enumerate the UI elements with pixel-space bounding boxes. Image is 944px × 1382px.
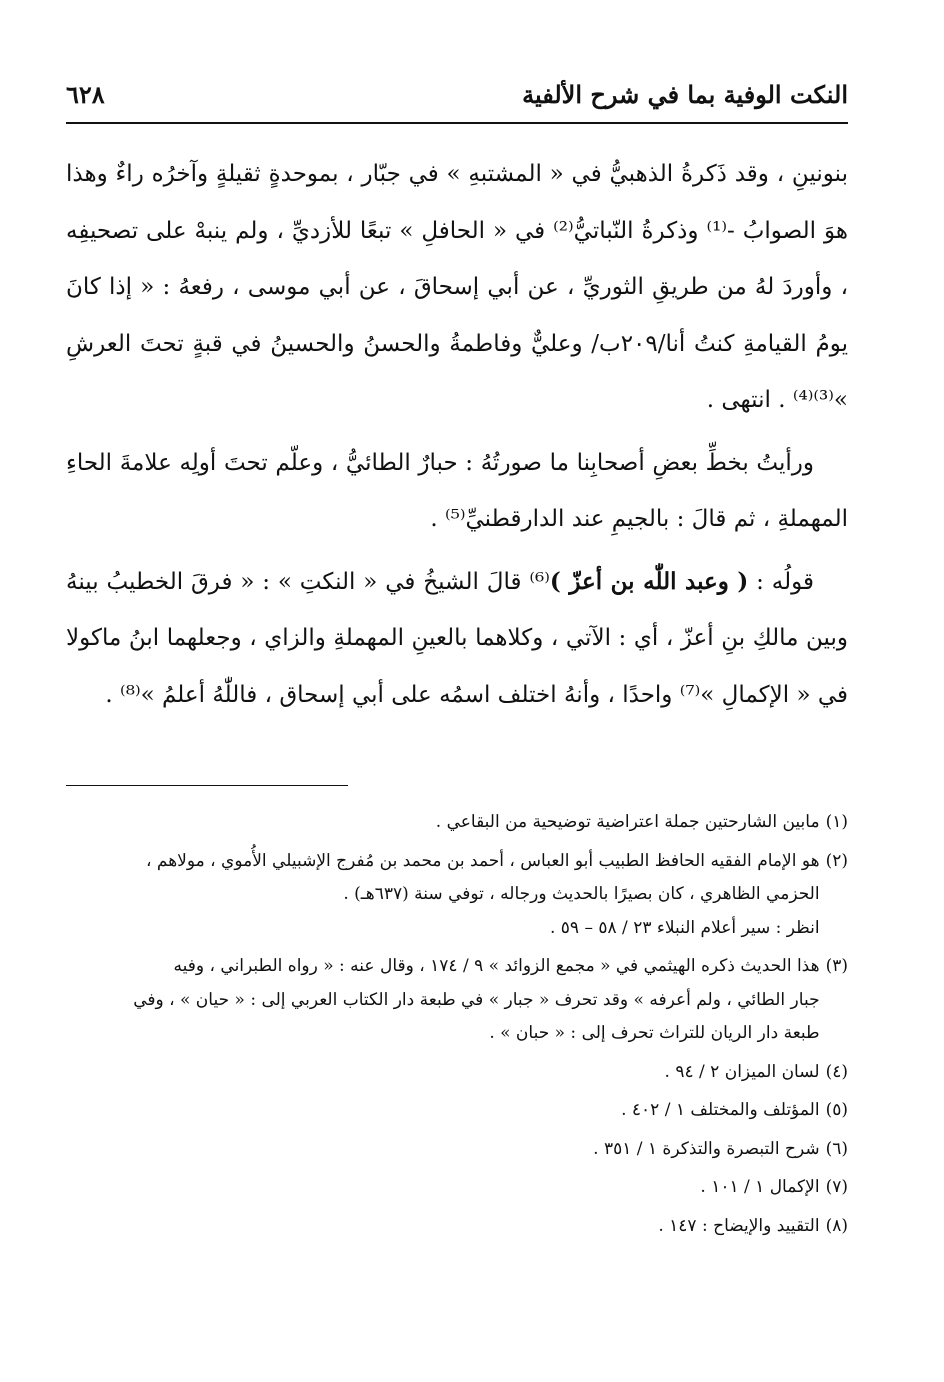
footnote-text: المؤتلف والمختلف ١ / ٤٠٢ .	[621, 1100, 820, 1120]
footnote-number: (٦)	[825, 1138, 848, 1159]
footnote-number: (١)	[825, 812, 848, 832]
paragraph-2: ورأيتُ بخطِّ بعضِ أصحابِنا ما صورتُهُ : حبارٌ الطائيُّ ، وعلّم تحتَ أولِه علامةَ الحاءِ المهملةِ ، ثم قالَ : بالجيمِ عند الدارقطنيِّ⁽⁵⁾ .	[66, 449, 848, 532]
footnote-text: انظر : سير أعلام النبلاء ٢٣ / ٥٨ – ٥٩ .	[549, 917, 820, 938]
footnote-number: (٢)	[825, 850, 848, 871]
main-text	[66, 146, 848, 729]
footnote-number: (٧)	[825, 1177, 848, 1197]
footnote-text: الحزمي الظاهري ، كان بصيرًا بالحديث ورجاله ، توفي سنة (٦٣٧هـ) .	[343, 884, 820, 904]
footnote-number: (٣)	[825, 956, 848, 976]
footnote-text: شرح التبصرة والتذكرة ١ / ٣٥١ .	[593, 1138, 820, 1159]
footnote-number: (٤)	[825, 1061, 848, 1082]
footnote-text: التقييد والإيضاح : ١٤٧ .	[658, 1215, 820, 1236]
footnote	[66, 1210, 848, 1244]
entry-heading: ( وعبد اللّٰه بن أعزّ )	[549, 567, 749, 595]
footnote-text: هو الإمام الفقيه الحافظ الطبيب أبو العباس ، أحمد بن محمد بن مُفرج الإشبيلي الأُموي ، مولاهم ،	[145, 850, 820, 871]
footnote	[66, 845, 848, 946]
book-title: النكت الوفية بما في شرح الألفية	[522, 79, 848, 109]
footnote	[66, 1171, 848, 1205]
footnote-separator	[66, 785, 348, 786]
footnote-text: جبار الطائي ، ولم أعرفه » وقد تحرف « جبار » في طبعة دار الكتاب العربي إلى : « حيان » ، وفي	[133, 989, 820, 1010]
footnote-number: (٨)	[825, 1215, 848, 1236]
page-header	[66, 72, 848, 116]
footnote-text: هذا الحديث ذكره الهيثمي في « مجمع الزوائد » ٩ / ١٧٤ ، وقال عنه : « رواه الطبراني ، وفيه	[173, 956, 820, 976]
paragraph-3	[66, 554, 848, 724]
page-number: ٦٢٨	[66, 79, 105, 109]
footnote	[66, 1133, 848, 1167]
footnote-text: لسان الميزان ٢ / ٩٤ .	[664, 1061, 820, 1082]
paragraph-3-prefix: قولُه :	[748, 568, 814, 595]
footnote-text: مابين الشارحتين جملة اعتراضية توضيحية من البقاعي .	[435, 812, 820, 832]
footnote	[66, 806, 848, 840]
footnote-text: الإكمال ١ / ١٠١ .	[700, 1177, 820, 1197]
footnote-number: (٥)	[825, 1100, 848, 1120]
header-rule	[66, 122, 848, 124]
footnote-text: طبعة دار الريان للتراث تحرف إلى : « حبان » .	[489, 1023, 820, 1043]
paragraph-3-text: ⁽⁶⁾ قالَ الشيخُ في « النكتِ » : « فرقَ الخطيبُ بينهُ وبين مالكِ بنِ أعزّ ، أي : الآتي ، وكلاهما بالعينِ المهملةِ والزاي ، وجعلهما ابنُ ماكولا في « الإكمالِ »⁽⁷⁾ واحدًا ، وأنهُ اختلف اسمُه على أبي إسحاق ، فاللّٰهُ أعلمُ »⁽⁸⁾ .	[66, 568, 848, 708]
page	[66, 0, 848, 1382]
paragraph-1: بنونينِ ، وقد ذَكرةُ الذهبيُّ في « المشتبهِ » في جبّار ، بموحدةٍ ثقيلةٍ وآخرُه راءٌ وهذا هوَ الصوابُ -⁽¹⁾ وذكرةُ النّباتيُّ⁽²⁾ في « الحافلِ » تبعًا للأزديِّ ، ولم ينبهْ على تصحيفِه ، وأوردَ لهُ من طريقِ الثوريِّ ، عن أبي إسحاقَ ، عن أبي موسى ، رفعهُ : « إذا كانَ يومُ القيامةِ كنتُ أنا/٢٠٩ب/ وعليٌّ وفاطمةُ والحسنُ والحسينُ في قبةٍ تحتَ العرشِ »⁽³⁾⁽⁴⁾ . انتهى .	[66, 161, 848, 413]
footnotes	[66, 806, 848, 1248]
footnote	[66, 950, 848, 1051]
footnote	[66, 1056, 848, 1090]
footnote	[66, 1094, 848, 1128]
